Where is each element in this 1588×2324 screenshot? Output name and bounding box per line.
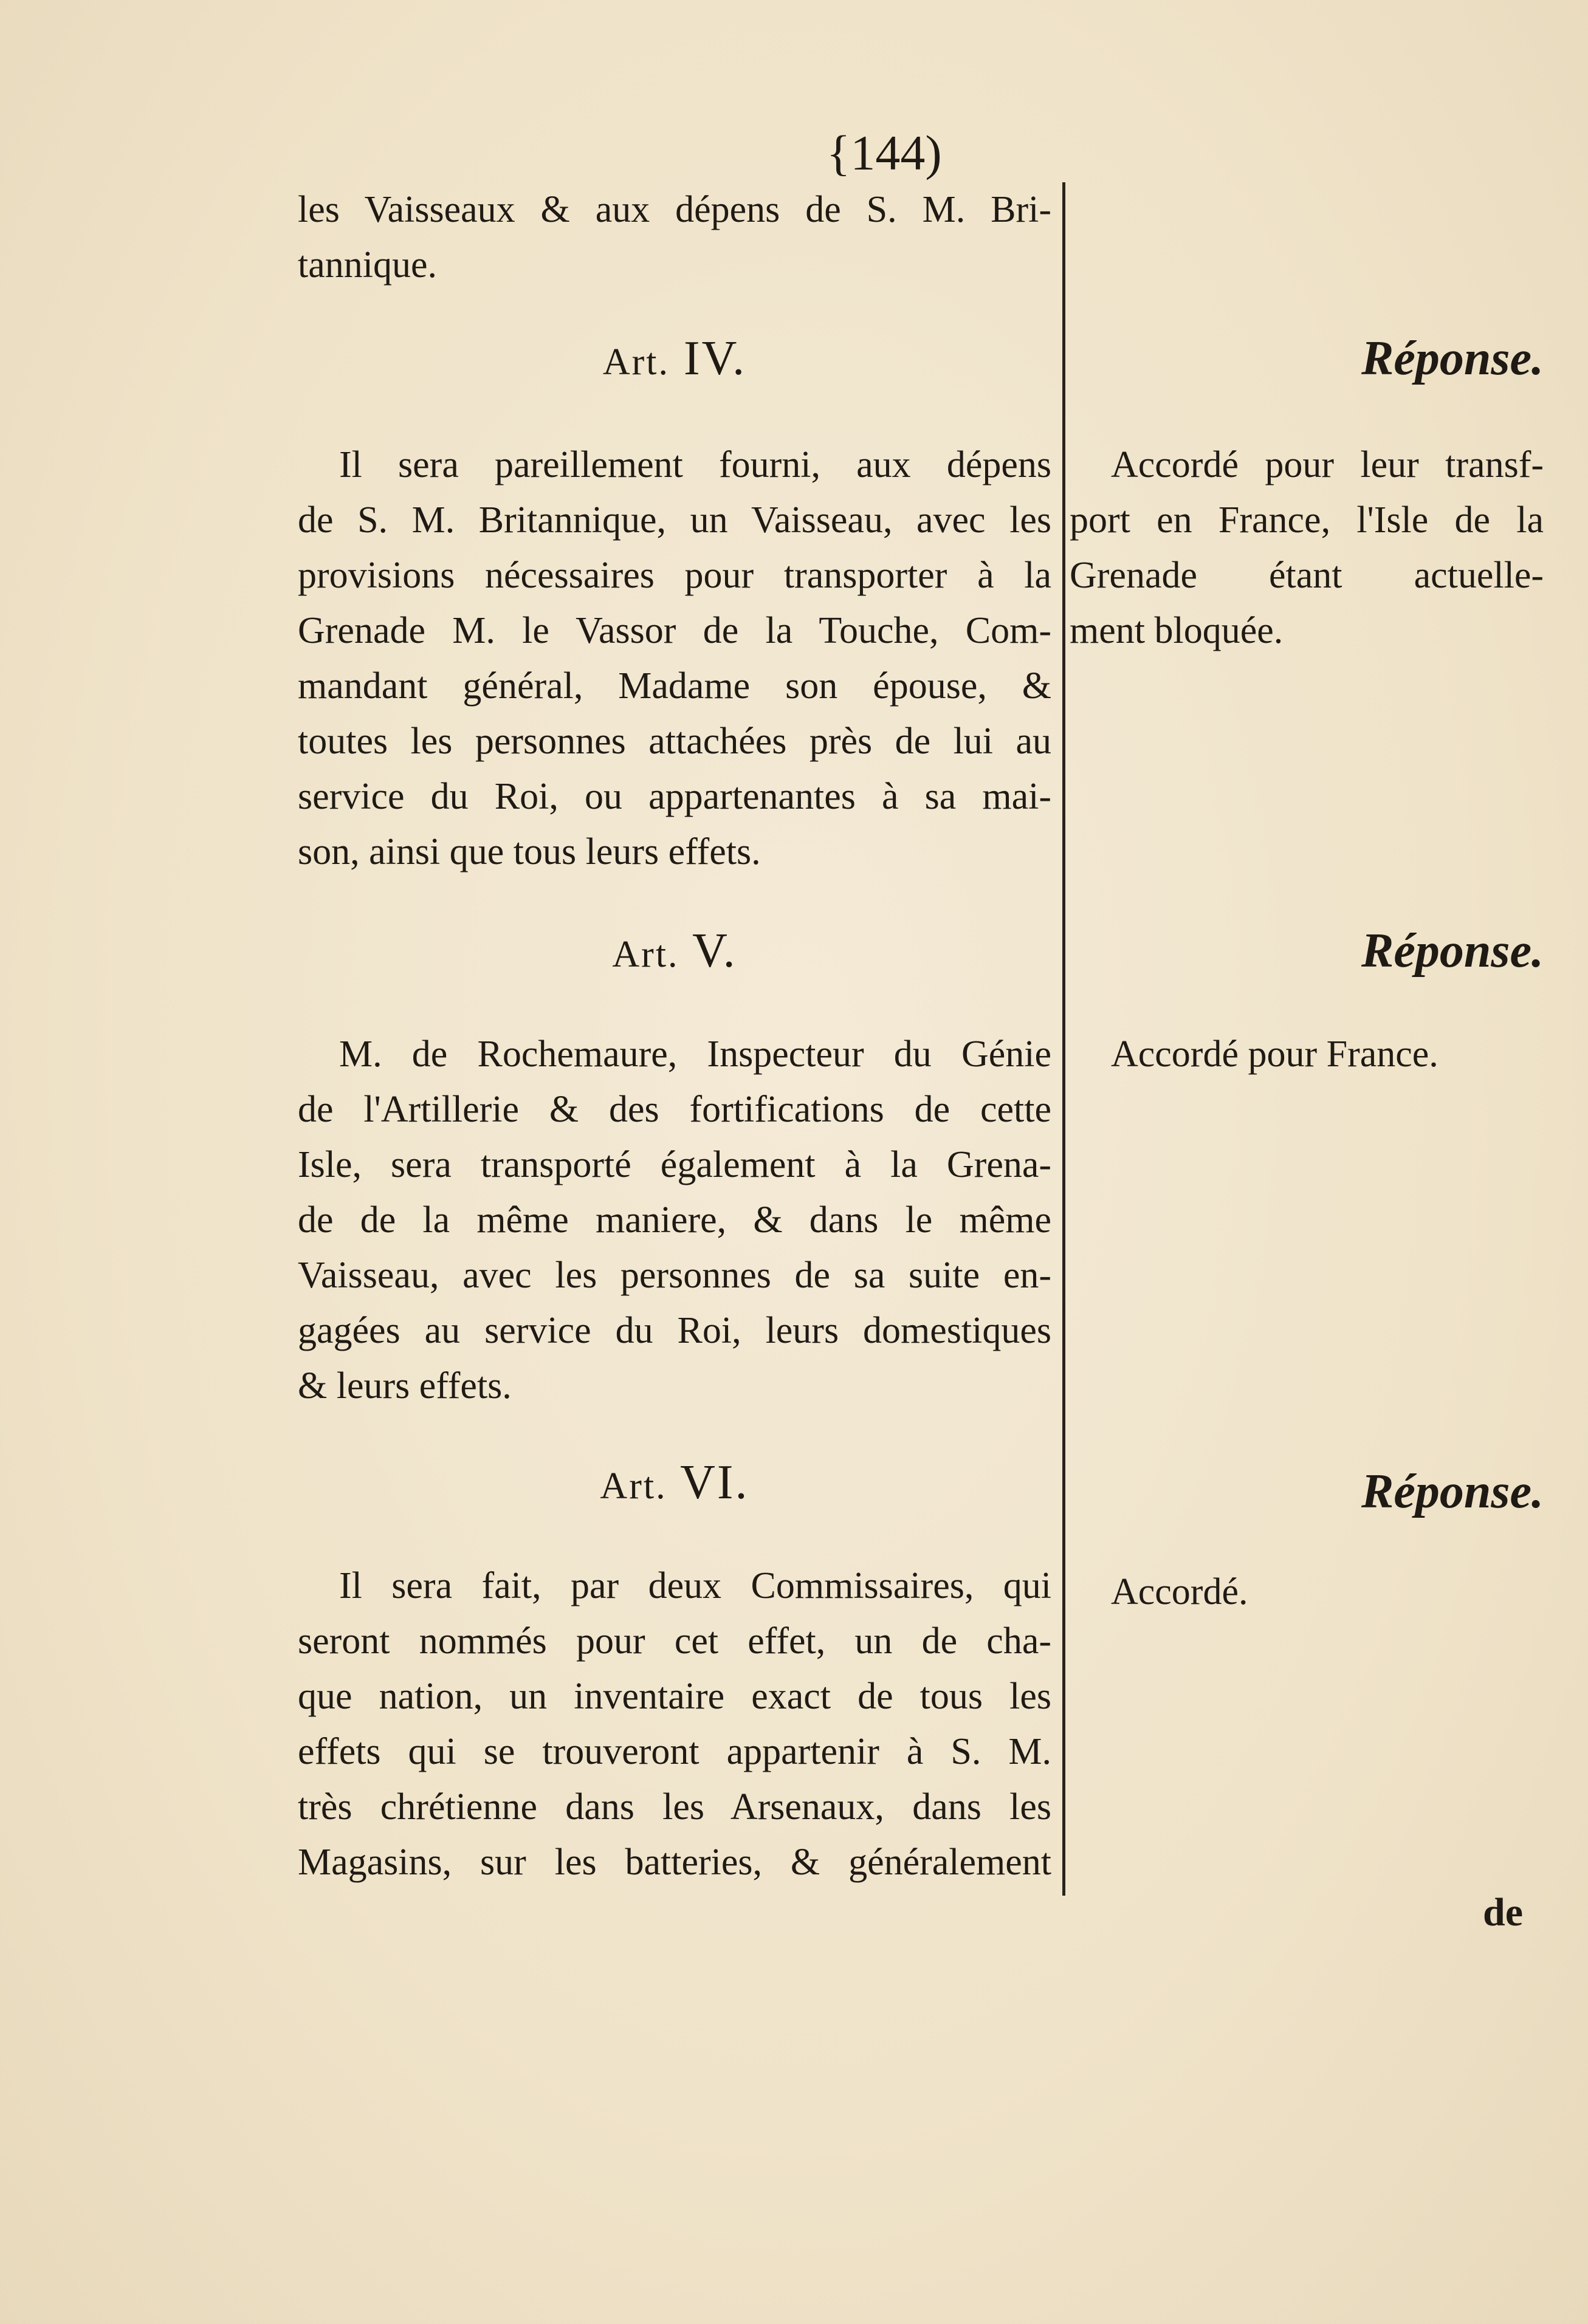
text-line: tannique. [298, 244, 437, 286]
text-line: Magasins, sur les batteries, & généralement [298, 1842, 1051, 1883]
response-line: ment bloquée. [1070, 610, 1284, 651]
article-4-heading [298, 331, 1051, 386]
article-number: VI. [680, 1456, 749, 1509]
text-line: Il sera pareillement fourni, aux dépens [339, 444, 1051, 485]
text-line: gagées au service du Roi, leurs domestiques [298, 1310, 1051, 1351]
article-6-response-heading: Réponse. [1361, 1465, 1544, 1518]
text-line: seront nommés pour cet effet, un de cha- [298, 1620, 1051, 1662]
text-line: Il sera fait, par deux Commissaires, qui [339, 1565, 1051, 1606]
response-line: Accordé pour leur transf- [1111, 444, 1544, 485]
text-line: & leurs effets. [298, 1365, 512, 1407]
column-rule [1062, 182, 1065, 1896]
text-line: toutes les personnes attachées près de lui au [298, 721, 1051, 762]
article-5-response [1070, 1027, 1544, 1082]
article-5-heading [298, 924, 1051, 979]
text-line: de de la même maniere, & dans le même [298, 1199, 1051, 1241]
article-4-response-heading: Réponse. [1361, 332, 1544, 385]
response-line: port en France, l'Isle de la [1070, 499, 1544, 541]
text-line: de l'Artillerie & des fortifications de cette [298, 1089, 1051, 1130]
response-line: Accordé. [1111, 1571, 1248, 1613]
text-line: effets qui se trouveront appartenir à S. M. [298, 1731, 1051, 1772]
text-line: Isle, sera transporté également à la Grena- [298, 1144, 1051, 1185]
text-line: service du Roi, ou appartenantes à sa mai- [298, 776, 1051, 817]
text-line: très chrétienne dans les Arsenaux, dans les [298, 1786, 1051, 1828]
response-line: Grenade étant actuelle- [1070, 555, 1544, 596]
article-6-heading [298, 1455, 1051, 1510]
text-line: Vaisseau, avec les personnes de sa suite en- [298, 1255, 1051, 1296]
article-number: IV. [684, 332, 747, 385]
text-line: les Vaisseaux & aux dépens de S. M. Bri- [298, 189, 1051, 230]
article-number: V. [692, 924, 737, 978]
article-4-response [1070, 437, 1544, 659]
article-6-text [298, 1558, 1051, 1890]
article-5-text [298, 1027, 1051, 1414]
intro-text [298, 182, 1051, 293]
text-line: mandant général, Madame son épouse, & [298, 665, 1051, 707]
response-line: Accordé pour France. [1111, 1033, 1438, 1075]
article-word: Art. [612, 934, 679, 975]
article-4-text [298, 437, 1051, 880]
page-number: {144) [827, 125, 942, 180]
text-line: son, ainsi que tous leurs effets. [298, 831, 761, 872]
article-word: Art. [600, 1465, 667, 1507]
article-6-response [1070, 1565, 1544, 1620]
article-word: Art. [602, 341, 670, 383]
text-line: de S. M. Britannique, un Vaisseau, avec les [298, 499, 1051, 541]
article-5-response-heading: Réponse. [1361, 924, 1544, 978]
catchword: de [1483, 1890, 1523, 1935]
text-line: M. de Rochemaure, Inspecteur du Génie [339, 1033, 1051, 1075]
text-line: provisions nécessaires pour transporter à la [298, 555, 1051, 596]
text-line: que nation, un inventaire exact de tous les [298, 1676, 1051, 1717]
text-line: Grenade M. le Vassor de la Touche, Com- [298, 610, 1051, 651]
